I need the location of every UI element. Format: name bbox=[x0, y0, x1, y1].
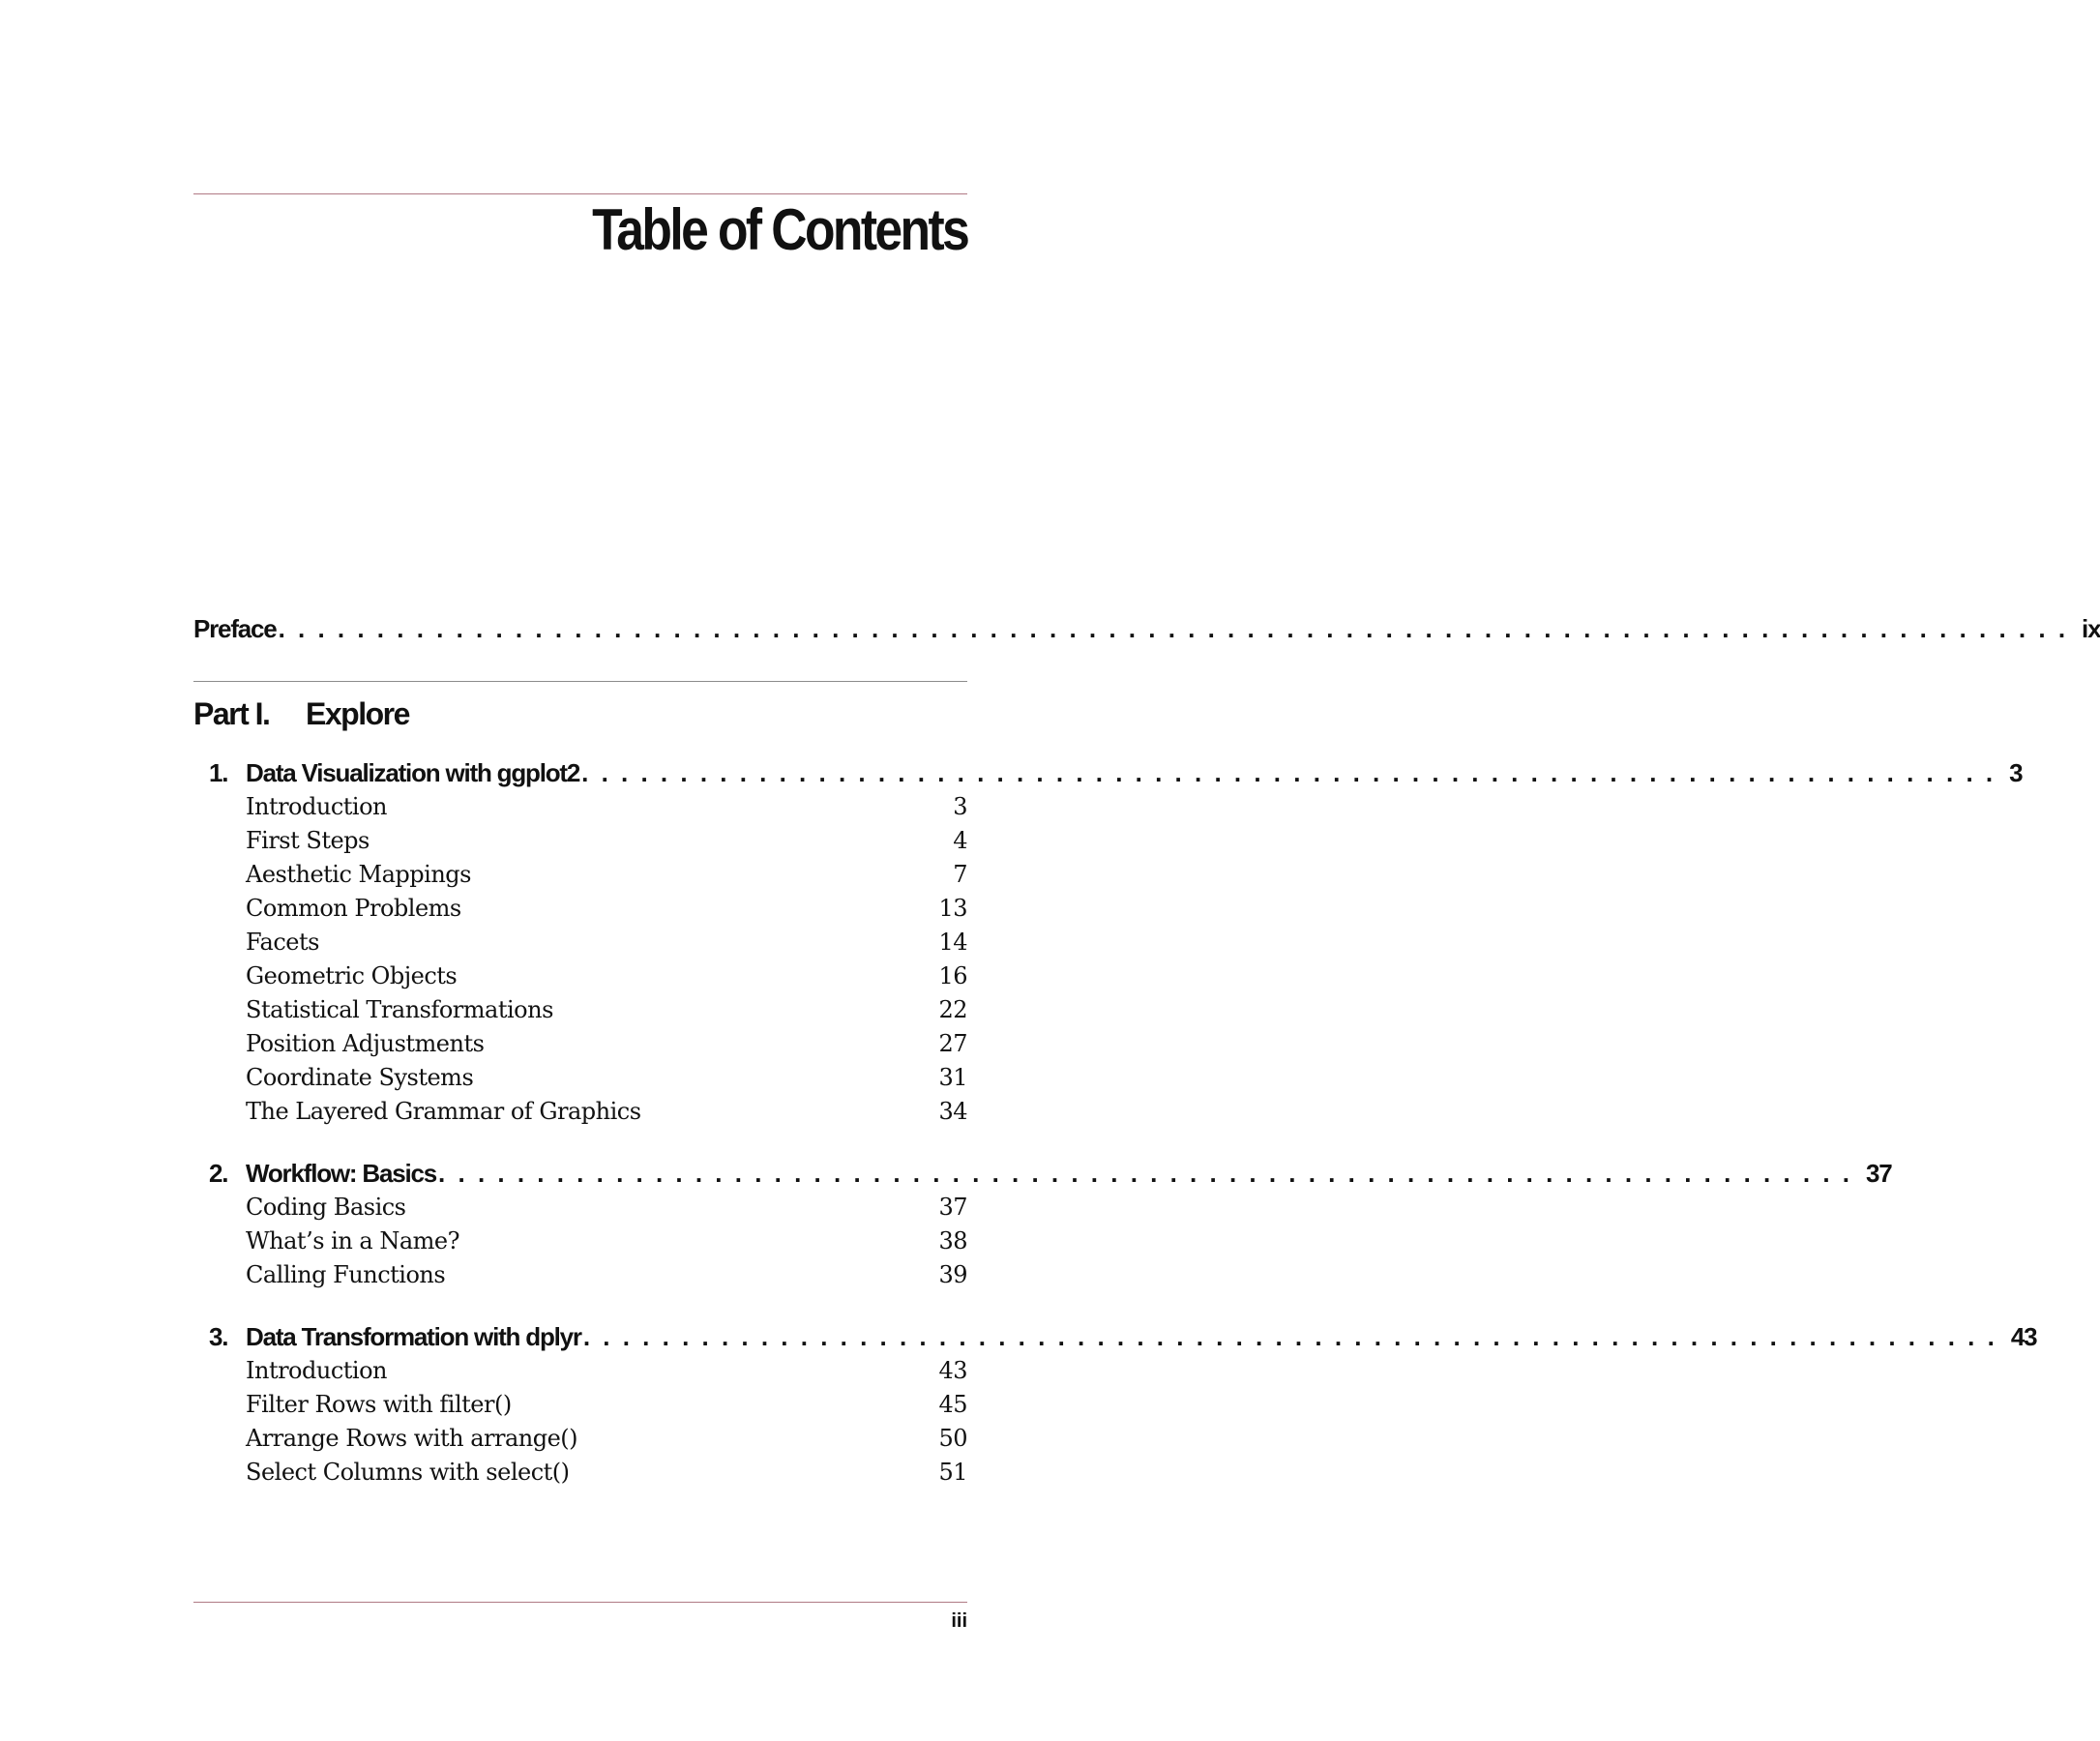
section-title: Arrange Rows with arrange() bbox=[246, 1425, 578, 1452]
toc-entry-section[interactable] bbox=[193, 1191, 967, 1225]
section-page-number: 45 bbox=[938, 1391, 967, 1418]
preface-title: Preface bbox=[193, 614, 277, 643]
section-title: What’s in a Name? bbox=[246, 1227, 459, 1254]
chapter-number: 2. bbox=[209, 1159, 228, 1188]
toc-entry-chapter[interactable] bbox=[193, 1319, 2037, 1354]
section-page-number: 37 bbox=[938, 1194, 967, 1221]
section-page-number: 51 bbox=[938, 1459, 967, 1486]
part-rule bbox=[193, 681, 967, 682]
leader-dots: . . . . . . . . . . . . . . . . . . . . . . . . . . . . . . . . . . . . . . . . . . . . . . . . . . . . . . . . . . . . . . . . . . . . . . . . bbox=[581, 758, 1996, 787]
leader-dots: . . . . . . . . . . . . . . . . . . . . . . . . . . . . . . . . . . . . . . . . . . . . . . . . . . . . . . . . . . . . . . . . . . . . . . . . bbox=[582, 1322, 1997, 1351]
section-title: Position Adjustments bbox=[246, 1030, 485, 1057]
toc-entry-section[interactable] bbox=[193, 1027, 967, 1061]
toc-entry-section[interactable] bbox=[193, 1061, 967, 1095]
chapter-number: 3. bbox=[209, 1322, 228, 1351]
leader-dots: . . . . . . . . . . . . . . . . . . . . . . . . . . . . . . . . . . . . . . . . . . . . . . . . . . . . . . . . . . . . . . . . . . . . . . . . . . . . . . . . . . . . . . . . . . . bbox=[278, 614, 2069, 643]
toc-entry-section[interactable] bbox=[193, 993, 967, 1027]
leader-dots: . . . . . . . . . . . . . . . . . . . . . . . . . . . . . . . . . . . . . . . . . . . . . . . . . . . . . . . . . . . . . . . . . . . . . . . . bbox=[438, 1159, 1853, 1188]
section-page-number: 14 bbox=[938, 929, 967, 956]
part-heading[interactable] bbox=[193, 692, 967, 736]
toc-entry-section[interactable] bbox=[193, 1095, 967, 1129]
chapter-page-number: 37 bbox=[1866, 1159, 1892, 1188]
toc-entry-chapter[interactable] bbox=[193, 1156, 1892, 1191]
chapter-page-number: 3 bbox=[2009, 758, 2023, 787]
table-of-contents bbox=[193, 611, 2100, 1490]
page-folio: iii bbox=[951, 1610, 967, 1632]
section-page-number: 16 bbox=[938, 962, 967, 989]
toc-entry-chapter[interactable] bbox=[193, 755, 2023, 790]
toc-entry-section[interactable] bbox=[193, 1354, 967, 1388]
chapter-number: 1. bbox=[209, 758, 228, 787]
section-page-number: 34 bbox=[938, 1098, 967, 1125]
chapter-title: Data Transformation with dplyr bbox=[246, 1322, 581, 1351]
section-page-number: 31 bbox=[938, 1064, 967, 1091]
section-title: Introduction bbox=[246, 793, 387, 820]
toc-entry-preface[interactable] bbox=[193, 611, 2100, 646]
section-title: Coding Basics bbox=[246, 1194, 406, 1221]
section-title: First Steps bbox=[246, 827, 370, 854]
bottom-rule bbox=[193, 1602, 967, 1603]
section-title: Geometric Objects bbox=[246, 962, 458, 989]
section-page-number: 13 bbox=[938, 895, 967, 922]
toc-entry-section[interactable] bbox=[193, 824, 967, 858]
toc-entry-section[interactable] bbox=[193, 959, 967, 993]
section-title: The Layered Grammar of Graphics bbox=[246, 1098, 641, 1125]
section-page-number: 7 bbox=[953, 861, 967, 888]
toc-entry-section[interactable] bbox=[193, 1388, 967, 1422]
page-title: Table of Contents bbox=[591, 197, 967, 262]
section-page-number: 4 bbox=[953, 827, 967, 854]
chapter-block bbox=[193, 755, 2023, 1129]
section-page-number: 27 bbox=[938, 1030, 967, 1057]
toc-entry-section[interactable] bbox=[193, 892, 967, 926]
toc-entry-section[interactable] bbox=[193, 858, 967, 892]
section-page-number: 43 bbox=[938, 1357, 967, 1384]
part-title: Explore bbox=[306, 696, 409, 731]
section-title: Facets bbox=[246, 929, 319, 956]
preface-page-number: ix bbox=[2082, 614, 2100, 643]
book-page bbox=[193, 0, 2100, 1741]
section-title: Aesthetic Mappings bbox=[246, 861, 471, 888]
section-title: Introduction bbox=[246, 1357, 387, 1384]
toc-entry-section[interactable] bbox=[193, 1422, 967, 1456]
toc-entry-section[interactable] bbox=[193, 1258, 967, 1292]
toc-entry-section[interactable] bbox=[193, 1225, 967, 1258]
part-label: Part I. bbox=[193, 696, 270, 731]
chapter-list bbox=[193, 755, 2037, 1490]
section-page-number: 3 bbox=[953, 793, 967, 820]
section-title: Common Problems bbox=[246, 895, 461, 922]
section-title: Select Columns with select() bbox=[246, 1459, 570, 1486]
chapter-block bbox=[193, 1156, 1892, 1292]
section-page-number: 39 bbox=[938, 1261, 967, 1288]
toc-entry-section[interactable] bbox=[193, 790, 967, 824]
section-page-number: 50 bbox=[938, 1425, 967, 1452]
chapter-title: Workflow: Basics bbox=[246, 1159, 437, 1188]
section-title: Statistical Transformations bbox=[246, 996, 553, 1023]
chapter-block bbox=[193, 1319, 2037, 1490]
section-title: Calling Functions bbox=[246, 1261, 446, 1288]
section-title: Coordinate Systems bbox=[246, 1064, 474, 1091]
chapter-page-number: 43 bbox=[2010, 1322, 2037, 1351]
toc-entry-section[interactable] bbox=[193, 1456, 967, 1490]
section-page-number: 22 bbox=[938, 996, 967, 1023]
toc-entry-section[interactable] bbox=[193, 926, 967, 959]
section-title: Filter Rows with filter() bbox=[246, 1391, 512, 1418]
chapter-title: Data Visualization with ggplot2 bbox=[246, 758, 580, 787]
section-page-number: 38 bbox=[938, 1227, 967, 1254]
